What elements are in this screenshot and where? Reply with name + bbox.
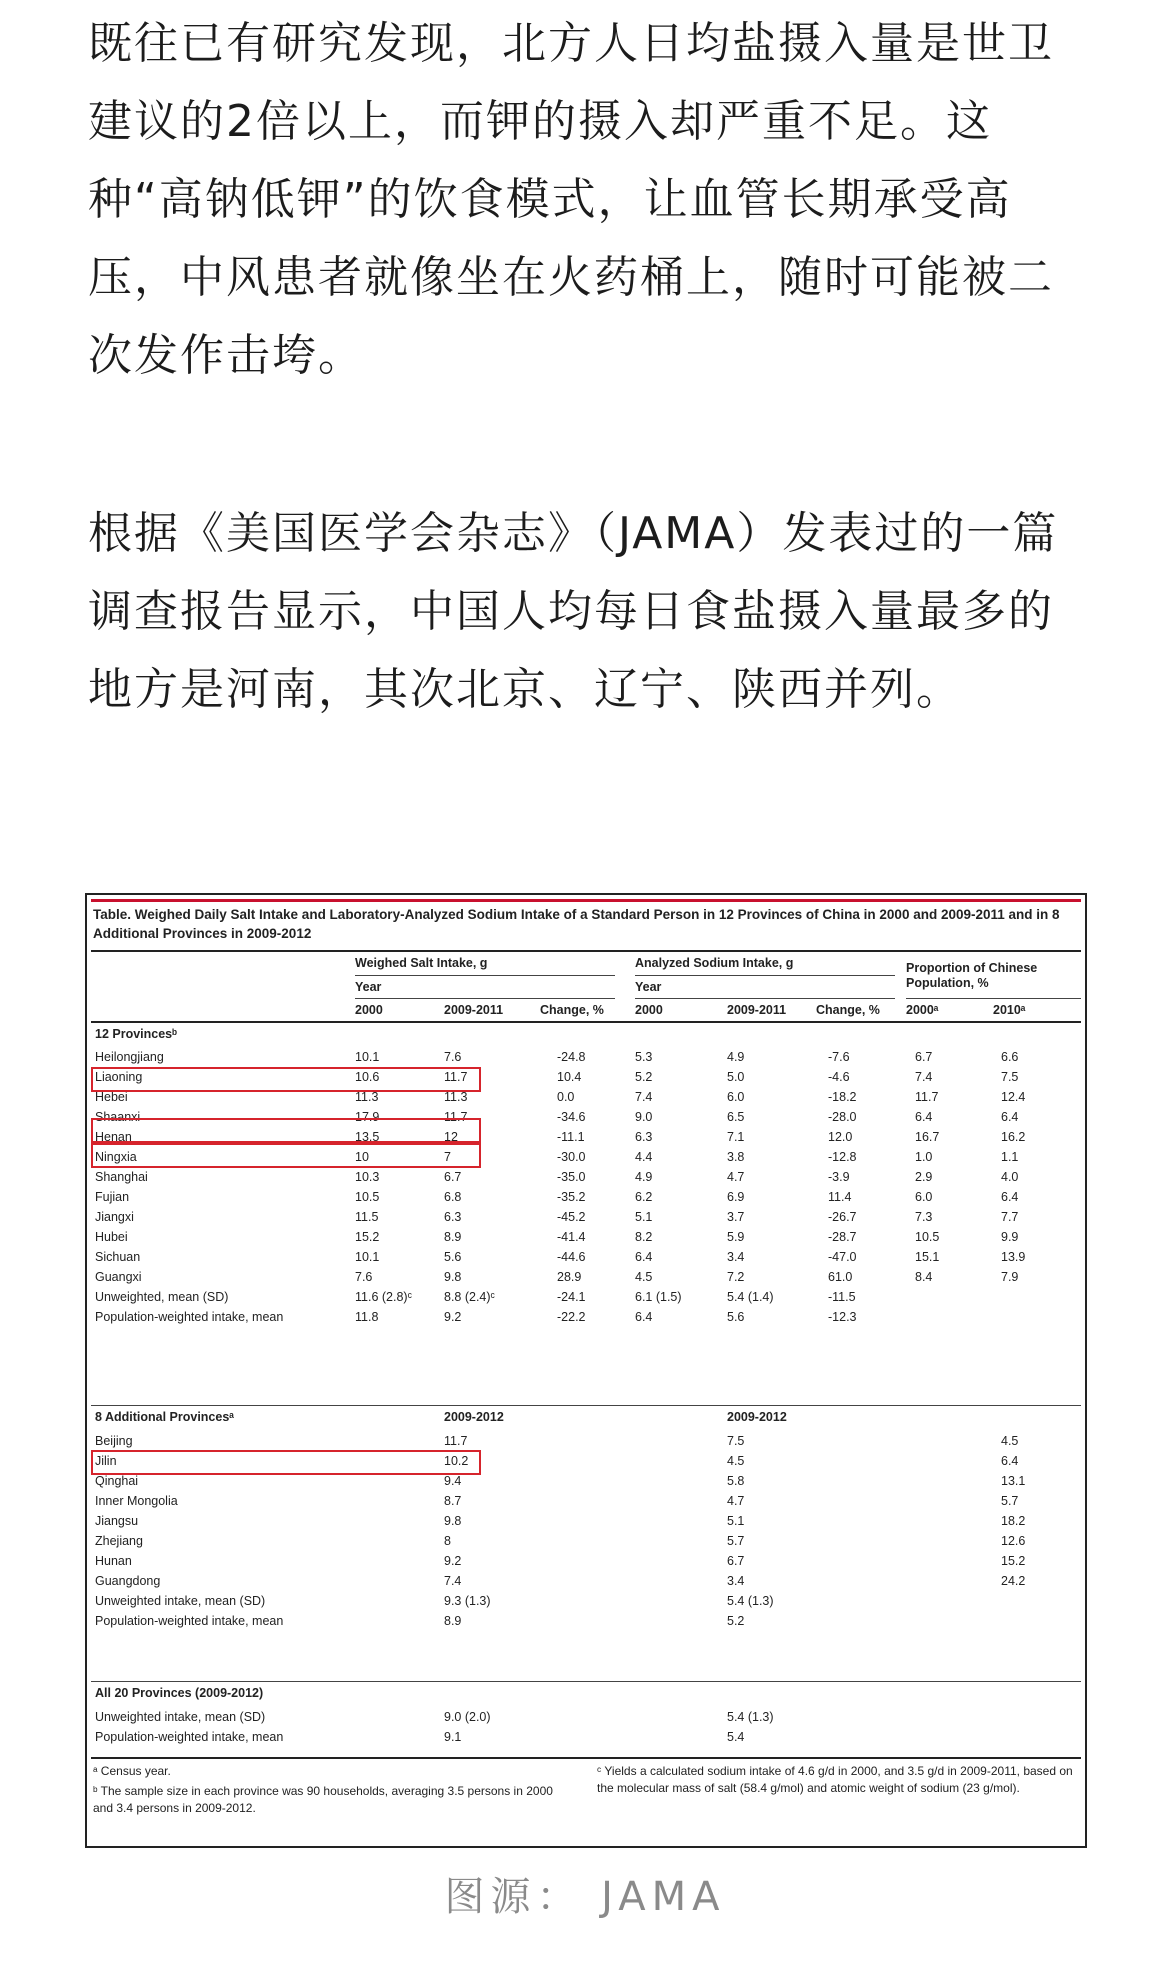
- sodium-change: -28.0: [828, 1110, 857, 1124]
- sodium-change: 12.0: [828, 1130, 853, 1144]
- proportion-2010: 18.2: [1001, 1514, 1026, 1528]
- sodium-2009-2012: 5.4: [727, 1730, 745, 1744]
- table-row: [87, 1609, 1085, 1635]
- province-name: Beijing: [95, 1434, 133, 1448]
- salt-change: -24.8: [557, 1050, 586, 1064]
- sodium-2009-2012: 4.5: [727, 1454, 745, 1468]
- province-name: Jiangxi: [95, 1210, 134, 1224]
- header-2009-2011: 2009-2011: [444, 1003, 504, 1017]
- proportion-2000: 16.7: [915, 1130, 940, 1144]
- divider: [635, 998, 895, 999]
- highlight-box-henan: [91, 1143, 481, 1168]
- sodium-2000: 6.2: [635, 1190, 653, 1204]
- divider: [91, 1021, 1081, 1023]
- sodium-change: -4.6: [828, 1070, 850, 1084]
- header-sodium-group: Analyzed Sodium Intake, g: [635, 956, 794, 970]
- sodium-2009-2012: 7.5: [727, 1434, 745, 1448]
- province-name: Unweighted intake, mean (SD): [95, 1594, 266, 1608]
- header-change: Change, %: [540, 1003, 604, 1017]
- footnote-b: ᵇ The sample size in each province was 90 households, averaging 3.5 persons in 2000 and 3.4 persons in 2009-2012.: [93, 1784, 553, 1815]
- sodium-2009-2011: 7.2: [727, 1270, 745, 1284]
- salt-2009-2012: 9.4: [444, 1474, 462, 1488]
- province-name: Hunan: [95, 1554, 132, 1568]
- salt-2009-2011: 7.6: [444, 1050, 462, 1064]
- salt-2000: 10.5: [355, 1190, 380, 1204]
- province-name: Jilin: [95, 1454, 117, 1468]
- salt-2009-2011: 6.7: [444, 1170, 462, 1184]
- salt-2009-2012: 9.2: [444, 1554, 462, 1568]
- divider: [91, 1405, 1081, 1406]
- province-name: Henan: [95, 1130, 132, 1144]
- salt-2009-2011: 9.8: [444, 1270, 462, 1284]
- sodium-change: -18.2: [828, 1090, 857, 1104]
- sodium-2009-2011: 5.0: [727, 1070, 745, 1084]
- article-paragraph: 既往已有研究发现，北方人日均盐摄入量是世卫建议的2倍以上，而钾的摄入却严重不足。这种“高钠低钾”的饮食模式，让血管长期承受高压，中风患者就像坐在火药桶上，随时可能被二次发作击垮。: [88, 18, 1054, 381]
- proportion-2000: 15.1: [915, 1250, 940, 1264]
- sodium-2009-2012: 4.7: [727, 1494, 745, 1508]
- proportion-2010: 6.6: [1001, 1050, 1019, 1064]
- table-image: [85, 893, 1087, 1848]
- salt-2009-2012: 8: [444, 1534, 451, 1548]
- proportion-2010: 15.2: [1001, 1554, 1026, 1568]
- sodium-change: 11.4: [828, 1190, 852, 1204]
- sodium-change: -11.5: [828, 1290, 856, 1304]
- salt-2009-2012: 10.2: [444, 1454, 469, 1468]
- section-label-8-provinces: 8 Additional Provincesᵃ: [95, 1410, 235, 1424]
- sodium-change: -3.9: [828, 1170, 850, 1184]
- header-proportion-group: Proportion of Chinese Population, %: [906, 961, 1038, 990]
- province-name: Inner Mongolia: [95, 1494, 178, 1508]
- footnote-a: ᵃ Census year.: [93, 1764, 171, 1778]
- province-name: Population-weighted intake, mean: [95, 1310, 284, 1324]
- proportion-2010: 6.4: [1001, 1190, 1019, 1204]
- proportion-2000: 10.5: [915, 1230, 940, 1244]
- salt-2000: 11.6 (2.8)ᶜ: [355, 1290, 413, 1304]
- sodium-2000: 5.3: [635, 1050, 653, 1064]
- proportion-2010: 4.0: [1001, 1170, 1019, 1184]
- section-label-12-provinces: 12 Provincesᵇ: [95, 1027, 178, 1041]
- salt-change: 0.0: [557, 1090, 575, 1104]
- proportion-2010: 1.1: [1001, 1150, 1019, 1164]
- sodium-2000: 6.1 (1.5): [635, 1290, 682, 1304]
- salt-2000: 10.3: [355, 1170, 380, 1184]
- section-label-all-20: All 20 Provinces (2009-2012): [95, 1686, 264, 1700]
- header-year: Year: [635, 980, 662, 994]
- province-name: Sichuan: [95, 1250, 141, 1264]
- sodium-2009-2012: 6.7: [727, 1554, 745, 1568]
- divider: [906, 998, 1081, 999]
- province-name: Fujian: [95, 1190, 130, 1204]
- province-name: Liaoning: [95, 1070, 143, 1084]
- salt-2009-2012: 11.7: [444, 1434, 468, 1448]
- proportion-2000: 1.0: [915, 1150, 933, 1164]
- sodium-2009-2011: 7.1: [727, 1130, 745, 1144]
- footnote-c: ᶜ Yields a calculated sodium intake of 4.6 g/d in 2000, and 3.5 g/d in 2009-2011, based on the molecular mass of salt (58.4 g/mol) and atomic weight of sodium (23 g/mol).: [597, 1764, 1073, 1795]
- salt-change: 10.4: [557, 1070, 582, 1084]
- header-salt-group: Weighed Salt Intake, g: [355, 956, 488, 970]
- proportion-2010: 7.7: [1001, 1210, 1019, 1224]
- sodium-change: -26.7: [828, 1210, 857, 1224]
- salt-2000: 11.5: [355, 1210, 379, 1224]
- salt-change: 28.9: [557, 1270, 582, 1284]
- province-name: Guangdong: [95, 1574, 161, 1588]
- section-2-sodium-year: 2009-2012: [727, 1410, 787, 1424]
- proportion-2000: 6.0: [915, 1190, 933, 1204]
- province-name: Zhejiang: [95, 1534, 143, 1548]
- sodium-2000: 4.9: [635, 1170, 653, 1184]
- province-name: Qinghai: [95, 1474, 139, 1488]
- salt-change: -41.4: [557, 1230, 586, 1244]
- highlight-box-shaanxi: [91, 1118, 481, 1143]
- salt-2009-2011: 11.7: [444, 1110, 468, 1124]
- sodium-2000: 5.2: [635, 1070, 653, 1084]
- proportion-2000: 8.4: [915, 1270, 933, 1284]
- province-name: Heilongjiang: [95, 1050, 164, 1064]
- proportion-2010: 9.9: [1001, 1230, 1019, 1244]
- divider: [91, 1681, 1081, 1682]
- highlight-box-liaoning: [91, 1067, 481, 1092]
- proportion-2010: 16.2: [1001, 1130, 1026, 1144]
- sodium-2009-2012: 5.8: [727, 1474, 745, 1488]
- salt-2009-2011: 11.3: [444, 1090, 468, 1104]
- sodium-change: -47.0: [828, 1250, 857, 1264]
- image-source-caption: 图源： JAMA: [444, 1874, 726, 1920]
- salt-2009-2011: 11.7: [444, 1070, 468, 1084]
- table-row: [87, 1305, 1085, 1331]
- sodium-2009-2011: 3.4: [727, 1250, 745, 1264]
- sodium-2000: 5.1: [635, 1210, 653, 1224]
- salt-2000: 7.6: [355, 1270, 373, 1284]
- salt-2009-2011: 8.9: [444, 1230, 462, 1244]
- salt-change: -44.6: [557, 1250, 586, 1264]
- province-name: Hebei: [95, 1090, 128, 1104]
- header-2000a: 2000ᵃ: [906, 1003, 939, 1017]
- table-row: [87, 1725, 1085, 1751]
- proportion-2000: 7.4: [915, 1070, 933, 1084]
- proportion-2010: 4.5: [1001, 1434, 1019, 1448]
- salt-2000: 10.1: [355, 1050, 380, 1064]
- salt-2000: 15.2: [355, 1230, 380, 1244]
- salt-change: -30.0: [557, 1150, 586, 1164]
- province-name: Jiangsu: [95, 1514, 139, 1528]
- salt-2000: 10.1: [355, 1250, 380, 1264]
- salt-2009-2012: 7.4: [444, 1574, 462, 1588]
- province-name: Ningxia: [95, 1150, 137, 1164]
- sodium-2009-2011: 6.5: [727, 1110, 745, 1124]
- divider: [91, 1757, 1081, 1759]
- sodium-2009-2012: 3.4: [727, 1574, 745, 1588]
- sodium-2009-2011: 6.0: [727, 1090, 745, 1104]
- header-2009-2011: 2009-2011: [727, 1003, 787, 1017]
- salt-change: -45.2: [557, 1210, 586, 1224]
- sodium-change: -7.6: [828, 1050, 850, 1064]
- salt-2000: 11.3: [355, 1090, 379, 1104]
- sodium-2009-2012: 5.4 (1.3): [727, 1594, 774, 1608]
- proportion-2010: 13.1: [1001, 1474, 1026, 1488]
- salt-2009-2012: 9.3 (1.3): [444, 1594, 491, 1608]
- salt-2000: 10: [355, 1150, 369, 1164]
- sodium-2009-2011: 5.4 (1.4): [727, 1290, 774, 1304]
- proportion-2010: 12.6: [1001, 1534, 1026, 1548]
- province-name: Hubei: [95, 1230, 128, 1244]
- province-name: Unweighted, mean (SD): [95, 1290, 229, 1304]
- proportion-2010: 7.9: [1001, 1270, 1019, 1284]
- sodium-2000: 9.0: [635, 1110, 653, 1124]
- header-2000: 2000: [355, 1003, 383, 1017]
- sodium-2000: 4.4: [635, 1150, 653, 1164]
- proportion-2010: 12.4: [1001, 1090, 1026, 1104]
- sodium-2000: 7.4: [635, 1090, 653, 1104]
- salt-2000: 11.8: [355, 1310, 379, 1324]
- proportion-2010: 13.9: [1001, 1250, 1026, 1264]
- salt-change: -35.0: [557, 1170, 586, 1184]
- sodium-2009-2011: 3.7: [727, 1210, 745, 1224]
- province-name: Population-weighted intake, mean: [95, 1614, 284, 1628]
- salt-change: -22.2: [557, 1310, 586, 1324]
- sodium-2000: 6.4: [635, 1310, 653, 1324]
- sodium-change: -28.7: [828, 1230, 857, 1244]
- salt-change: -34.6: [557, 1110, 586, 1124]
- highlight-box-beijing: [91, 1450, 481, 1475]
- proportion-2010: 5.7: [1001, 1494, 1019, 1508]
- divider: [355, 975, 615, 976]
- proportion-2000: 6.7: [915, 1050, 933, 1064]
- sodium-2009-2011: 6.9: [727, 1190, 745, 1204]
- proportion-2010: 7.5: [1001, 1070, 1019, 1084]
- divider: [91, 950, 1081, 952]
- salt-2009-2011: 12: [444, 1130, 458, 1144]
- salt-2009-2012: 9.0 (2.0): [444, 1710, 491, 1724]
- salt-2009-2012: 8.7: [444, 1494, 462, 1508]
- proportion-2000: 7.3: [915, 1210, 933, 1224]
- salt-2009-2012: 8.9: [444, 1614, 462, 1628]
- salt-2000: 17.9: [355, 1110, 380, 1124]
- proportion-2000: 6.4: [915, 1110, 933, 1124]
- sodium-2009-2011: 3.8: [727, 1150, 745, 1164]
- proportion-2000: 11.7: [915, 1090, 939, 1104]
- sodium-2009-2011: 4.9: [727, 1050, 745, 1064]
- divider: [355, 998, 615, 999]
- salt-2009-2011: 5.6: [444, 1250, 462, 1264]
- sodium-change: -12.3: [828, 1310, 857, 1324]
- sodium-change: -12.8: [828, 1150, 857, 1164]
- salt-change: -35.2: [557, 1190, 586, 1204]
- salt-2009-2011: 6.8: [444, 1190, 462, 1204]
- divider: [635, 975, 895, 976]
- proportion-2010: 24.2: [1001, 1574, 1026, 1588]
- header-2010a: 2010ᵃ: [993, 1003, 1026, 1017]
- sodium-change: 61.0: [828, 1270, 853, 1284]
- salt-change: -24.1: [557, 1290, 586, 1304]
- sodium-2009-2012: 5.4 (1.3): [727, 1710, 774, 1724]
- sodium-2009-2012: 5.2: [727, 1614, 745, 1628]
- caption-rule: [91, 899, 1081, 902]
- summary-name: Unweighted intake, mean (SD): [95, 1710, 266, 1724]
- sodium-2009-2012: 5.1: [727, 1514, 745, 1528]
- proportion-2000: 2.9: [915, 1170, 933, 1184]
- proportion-2010: 6.4: [1001, 1454, 1019, 1468]
- sodium-2009-2012: 5.7: [727, 1534, 745, 1548]
- summary-name: Population-weighted intake, mean: [95, 1730, 284, 1744]
- salt-2009-2011: 7: [444, 1150, 451, 1164]
- sodium-2009-2011: 4.7: [727, 1170, 745, 1184]
- province-name: Shaanxi: [95, 1110, 141, 1124]
- header-change: Change, %: [816, 1003, 880, 1017]
- section-2-salt-year: 2009-2012: [444, 1410, 504, 1424]
- sodium-2000: 4.5: [635, 1270, 653, 1284]
- header-2000: 2000: [635, 1003, 663, 1017]
- salt-2000: 13.5: [355, 1130, 380, 1144]
- sodium-2000: 6.4: [635, 1250, 653, 1264]
- proportion-2010: 6.4: [1001, 1110, 1019, 1124]
- header-year: Year: [355, 980, 382, 994]
- article-paragraph: 根据《美国医学会杂志》（JAMA）发表过的一篇调查报告显示，中国人均每日食盐摄入量最多的地方是河南，其次北京、辽宁、陕西并列。: [88, 508, 1059, 715]
- sodium-2000: 6.3: [635, 1130, 653, 1144]
- province-name: Guangxi: [95, 1270, 142, 1284]
- province-name: Shanghai: [95, 1170, 148, 1184]
- sodium-2000: 8.2: [635, 1230, 653, 1244]
- sodium-2009-2011: 5.9: [727, 1230, 745, 1244]
- salt-2009-2011: 9.2: [444, 1310, 462, 1324]
- salt-2000: 10.6: [355, 1070, 380, 1084]
- salt-2009-2012: 9.1: [444, 1730, 462, 1744]
- salt-2009-2011: 8.8 (2.4)ᶜ: [444, 1290, 495, 1304]
- sodium-2009-2011: 5.6: [727, 1310, 745, 1324]
- table-caption: Table. Weighed Daily Salt Intake and Laboratory-Analyzed Sodium Intake of a Standard Person in 12 Provinces of China in 2000 and 2009-2011 and in 8 Additional Provinces in 2009-2012: [93, 907, 1060, 941]
- salt-change: -11.1: [557, 1130, 585, 1144]
- salt-2009-2011: 6.3: [444, 1210, 462, 1224]
- salt-2009-2012: 9.8: [444, 1514, 462, 1528]
